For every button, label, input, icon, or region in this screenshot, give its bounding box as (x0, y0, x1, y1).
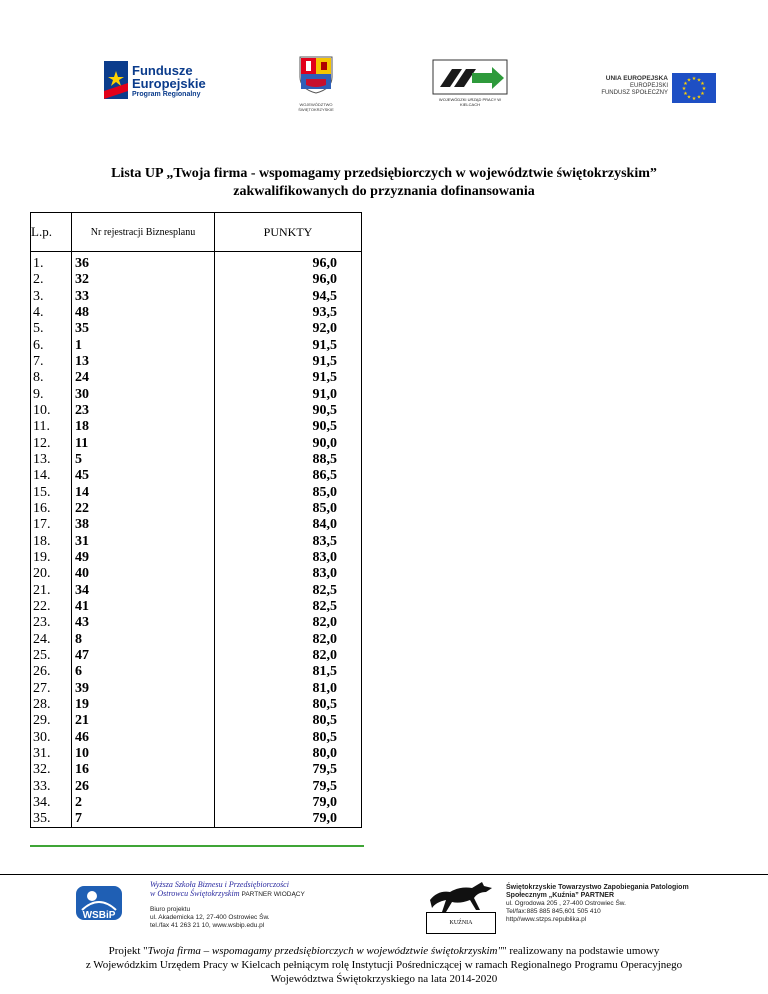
row-points: 79,0 (312, 811, 337, 827)
row-nr: 39 (75, 680, 89, 696)
row-points: 83,5 (312, 533, 337, 549)
row-points: 82,5 (312, 598, 337, 614)
row-points: 79,5 (312, 762, 337, 778)
wsbip-contact (150, 906, 270, 930)
row-nr: 40 (75, 566, 89, 582)
row-lp: 3. (33, 288, 44, 304)
svg-text:★: ★ (683, 81, 688, 87)
row-points: 82,0 (312, 615, 337, 631)
office-label: Biuro projektu (150, 906, 191, 913)
results-table (30, 212, 362, 828)
row-lp: 5. (33, 321, 44, 337)
row-lp: 9. (33, 386, 44, 402)
row-lp: 13. (33, 451, 51, 467)
row-points: 80,5 (312, 696, 337, 712)
row-lp: 22. (33, 598, 51, 614)
row-points: 82,0 (312, 631, 337, 647)
wup-kielce-logo (432, 59, 508, 119)
project-title: Twoja firma – wspomagamy przedsiębiorczych w województwie świętokrzyskim" (147, 945, 503, 957)
table-body-row (31, 252, 362, 828)
svg-text:★: ★ (691, 76, 697, 82)
stzps-web: http//www.stzps.republika.pl (506, 916, 587, 923)
row-lp: 6. (33, 337, 44, 353)
row-lp: 12. (33, 435, 51, 451)
row-nr: 19 (75, 696, 89, 712)
wsbip-name (150, 880, 305, 899)
row-points: 81,5 (312, 664, 337, 680)
row-nr: 13 (75, 353, 89, 369)
title-line1: Lista UP „Twoja firma - wspomagamy przedsiębiorczych w województwie świętokrzyskim” (111, 166, 657, 181)
row-points: 80,0 (312, 745, 337, 761)
fe-line3: Program Regionalny (132, 91, 201, 98)
svg-text:★: ★ (691, 96, 697, 102)
ue-line2: EUROPEJSKI (629, 83, 668, 89)
header-nr: Nr rejestracji Biznesplanu (72, 213, 215, 252)
eu-flag-icon (672, 73, 716, 103)
stzps-line1: Świętokrzyskie Towarzystwo Zapobiegania Patologiom (506, 884, 689, 891)
row-lp: 34. (33, 794, 51, 810)
row-lp: 30. (33, 729, 51, 745)
row-lp: 10. (33, 402, 51, 418)
horse-icon (426, 880, 496, 914)
project-footnote (0, 944, 768, 986)
school-line1: Wyższa Szkoła Biznesu i Przedsiębiorczości (150, 880, 289, 889)
row-nr: 5 (75, 451, 82, 467)
row-lp: 27. (33, 680, 51, 696)
row-nr: 14 (75, 484, 89, 500)
row-nr: 23 (75, 402, 89, 418)
ue-line1: UNIA EUROPEJSKA (605, 75, 668, 82)
row-nr: 22 (75, 500, 89, 516)
row-nr: 47 (75, 647, 89, 663)
row-nr: 11 (75, 435, 89, 451)
svg-text:★: ★ (686, 94, 692, 101)
document-title (0, 165, 768, 201)
school-line2: w Ostrowcu Świętokrzyskim (150, 889, 240, 898)
office-contact: tel./fax 41 263 21 10, www.wsbip.edu.pl (150, 922, 265, 929)
row-lp: 31. (33, 745, 51, 761)
row-nr: 1 (75, 337, 82, 353)
project-line3: Województwa Świętokrzyskiego na lata 2014-2020 (270, 973, 498, 985)
row-lp: 1. (33, 256, 44, 271)
row-nr: 31 (75, 533, 89, 549)
wup-arrows-icon (432, 59, 508, 95)
stzps-line2: Społecznym „Kuźnia” PARTNER (506, 892, 614, 899)
row-nr: 43 (75, 615, 89, 631)
ue-line3: FUNDUSZ SPOŁECZNY (601, 90, 668, 96)
svg-text:★: ★ (683, 91, 688, 97)
row-points: 79,0 (312, 794, 337, 810)
row-nr: 45 (75, 468, 89, 484)
row-lp: 29. (33, 713, 51, 729)
row-nr: 30 (75, 386, 89, 402)
row-nr: 48 (75, 304, 89, 320)
table-header-row (31, 213, 362, 252)
lp-column (31, 252, 72, 828)
row-points: 93,5 (312, 304, 337, 320)
row-lp: 18. (33, 533, 51, 549)
row-nr: 18 (75, 419, 89, 435)
row-points: 96,0 (312, 256, 337, 271)
row-points: 88,5 (312, 451, 337, 467)
partner-lead-label: PARTNER WIODĄCY (241, 891, 305, 898)
row-nr: 21 (75, 713, 89, 729)
row-lp: 21. (33, 582, 51, 598)
kuznia-logo (426, 880, 496, 934)
row-points: 79,5 (312, 778, 337, 794)
nr-column (72, 252, 215, 828)
stzps-phone: Tel/fax:885 885 845,601 505 410 (506, 908, 601, 915)
svg-text:★: ★ (700, 81, 705, 87)
row-lp: 25. (33, 647, 51, 663)
wsbip-logo-text: WSBiP (82, 910, 116, 921)
row-nr: 6 (75, 664, 82, 680)
row-points: 85,0 (312, 484, 337, 500)
title-line2: zakwalifikowanych do przyznania dofinansowania (233, 184, 535, 199)
row-points: 92,0 (312, 321, 337, 337)
row-nr: 24 (75, 370, 89, 386)
row-points: 86,5 (312, 468, 337, 484)
row-lp: 11. (33, 419, 50, 435)
row-points: 90,5 (312, 402, 337, 418)
project-suffix: " realizowany na podstawie umowy (502, 945, 660, 957)
fe-line1: Fundusze (132, 63, 193, 78)
stzps-contact (506, 884, 689, 924)
row-nr: 16 (75, 762, 89, 778)
row-lp: 8. (33, 370, 44, 386)
fe-line2: Europejskie (132, 76, 206, 91)
row-lp: 35. (33, 811, 51, 827)
row-points: 90,0 (312, 435, 337, 451)
row-points: 83,0 (312, 549, 337, 565)
row-lp: 33. (33, 778, 51, 794)
row-points: 91,0 (312, 386, 337, 402)
row-lp: 26. (33, 664, 51, 680)
row-points: 80,5 (312, 713, 337, 729)
project-line2: z Wojewódzkim Urzędem Pracy w Kielcach pełniącym rolę Instytucji Pośredniczącej w ramach Regionalnego Programu Operacyjnego (85, 959, 683, 971)
row-points: 91,5 (312, 337, 337, 353)
svg-text:★: ★ (696, 77, 702, 84)
header-points: PUNKTY (215, 213, 362, 252)
row-nr: 49 (75, 549, 89, 565)
row-points: 80,5 (312, 729, 337, 745)
ue-efs-text (596, 75, 668, 97)
row-nr: 10 (75, 745, 89, 761)
row-points: 90,5 (312, 419, 337, 435)
wsbip-logo (72, 882, 126, 924)
row-nr: 46 (75, 729, 89, 745)
row-points: 91,5 (312, 353, 337, 369)
row-lp: 4. (33, 304, 44, 320)
kuznia-label: KUŹNIA (426, 912, 496, 934)
office-address: ul. Akademicka 12, 27-400 Ostrowiec Św. (150, 914, 270, 921)
wsbip-logo-icon (72, 882, 126, 924)
row-nr: 26 (75, 778, 89, 794)
row-nr: 2 (75, 794, 82, 810)
row-lp: 24. (33, 631, 51, 647)
row-nr: 36 (75, 256, 89, 271)
crest-caption: WOJEWÓDZTWO ŚWIĘTOKRZYSKIE (298, 102, 334, 112)
row-lp: 15. (33, 484, 51, 500)
row-lp: 32. (33, 762, 51, 778)
row-lp: 17. (33, 517, 51, 533)
row-lp: 20. (33, 566, 51, 582)
crest-icon (298, 55, 334, 95)
row-nr: 38 (75, 517, 89, 533)
row-points: 96,0 (312, 272, 337, 288)
row-points: 81,0 (312, 680, 337, 696)
row-lp: 14. (33, 468, 51, 484)
row-nr: 33 (75, 288, 89, 304)
header-logos (0, 55, 768, 125)
svg-text:★: ★ (681, 86, 687, 92)
svg-text:★: ★ (686, 77, 692, 84)
footer-divider (0, 874, 768, 875)
svg-text:★: ★ (701, 86, 707, 92)
svg-text:★: ★ (696, 94, 702, 101)
row-points: 82,0 (312, 647, 337, 663)
fe-flag-icon (104, 61, 128, 105)
project-prefix: Projekt " (108, 945, 148, 957)
points-column (215, 252, 362, 828)
row-lp: 23. (33, 615, 51, 631)
row-nr: 34 (75, 582, 89, 598)
row-lp: 19. (33, 549, 51, 565)
row-lp: 28. (33, 696, 51, 712)
row-points: 91,5 (312, 370, 337, 386)
fundusze-europejskie-logo (104, 61, 214, 111)
row-lp: 7. (33, 353, 44, 369)
wup-caption: WOJEWÓDZKI URZĄD PRACY W KIELCACH (438, 97, 502, 107)
row-nr: 7 (75, 811, 82, 827)
header-lp: L.p. (31, 213, 72, 252)
row-nr: 35 (75, 321, 89, 337)
row-nr: 32 (75, 272, 89, 288)
row-points: 94,5 (312, 288, 337, 304)
row-points: 84,0 (312, 517, 337, 533)
row-nr: 41 (75, 598, 89, 614)
row-lp: 16. (33, 500, 51, 516)
stzps-address: ul. Ogrodowa 205 , 27-400 Ostrowiec Św. (506, 900, 626, 907)
row-points: 85,0 (312, 500, 337, 516)
row-lp: 2. (33, 272, 44, 288)
row-points: 82,5 (312, 582, 337, 598)
svg-text:★: ★ (700, 91, 705, 97)
swietokrzyskie-crest-logo (296, 55, 336, 119)
row-points: 83,0 (312, 566, 337, 582)
row-nr: 8 (75, 631, 82, 647)
table-bottom-rule (30, 845, 364, 847)
